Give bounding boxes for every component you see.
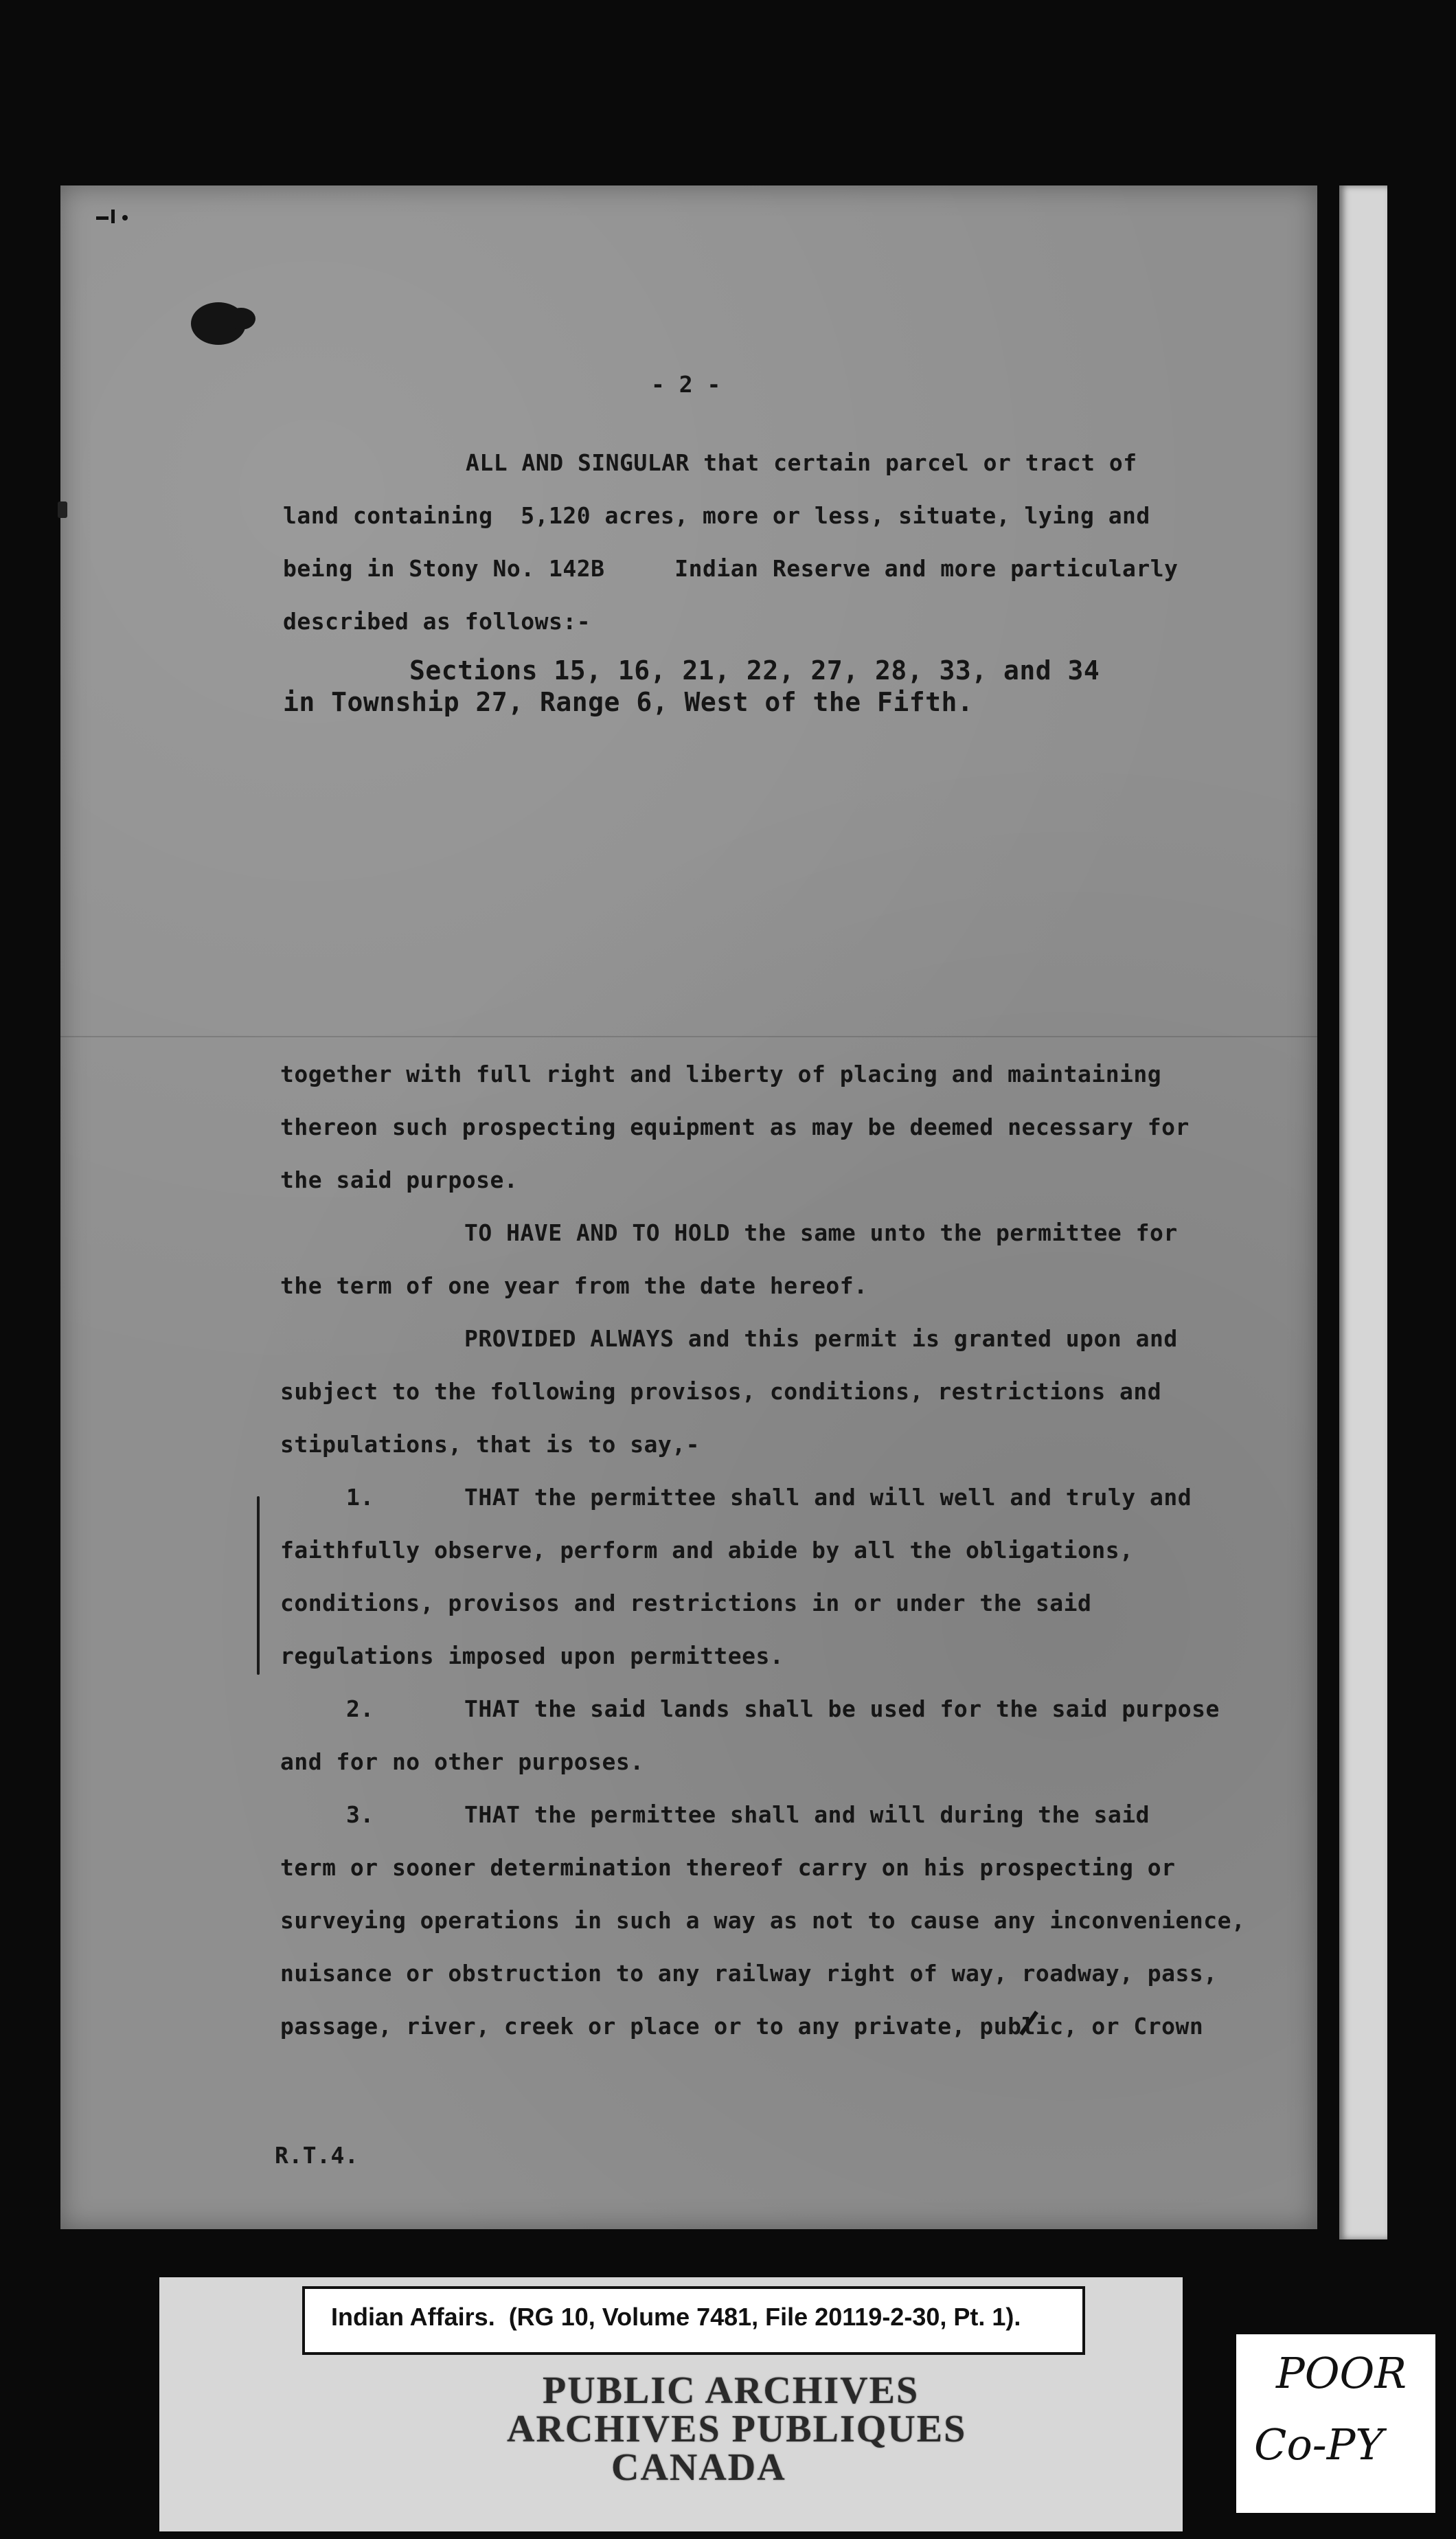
clause-number: 3. (346, 1801, 374, 1828)
text-line: subject to the following provisos, conditions, restrictions and (280, 1378, 1162, 1405)
text-line: land containing 5,120 acres, more or less, situate, lying and (283, 502, 1150, 529)
corner-mark (96, 210, 129, 225)
text-line: stipulations, that is to say,- (280, 1431, 701, 1458)
text-line: nuisance or obstruction to any railway right of way, roadway, pass, (280, 1960, 1218, 1987)
footer-code: R.T.4. (275, 2142, 359, 2169)
text-line: in Township 27, Range 6, West of the Fifth. (283, 687, 974, 717)
ink-blot (227, 308, 255, 330)
text-line: THAT the permittee shall and will during the said (464, 1801, 1150, 1828)
archive-stamp-line: ARCHIVES PUBLIQUES (507, 2408, 967, 2450)
text-line: conditions, provisos and restrictions in or under the said (280, 1590, 1092, 1616)
clause-number: 1. (346, 1484, 374, 1511)
archive-stamp-line: CANADA (611, 2446, 786, 2489)
text-line: ALL AND SINGULAR that certain parcel or tract of (466, 449, 1137, 476)
archive-stamp-line: PUBLIC ARCHIVES (543, 2369, 920, 2412)
text-line: being in Stony No. 142B Indian Reserve and more particularly (283, 555, 1179, 582)
text-line: and for no other purposes. (280, 1748, 644, 1775)
archive-reference-label: Indian Affairs. (RG 10, Volume 7481, File 20119-2-30, Pt. 1). (331, 2303, 1021, 2331)
text-line: faithfully observe, perform and abide by all the obligations, (280, 1537, 1134, 1564)
margin-mark (58, 501, 67, 518)
text-line: thereon such prospecting equipment as may be deemed necessary for (280, 1114, 1190, 1140)
text-line: regulations imposed upon permittees. (280, 1643, 784, 1669)
text-line: passage, river, creek or place or to any private, public, or Crown (280, 2013, 1204, 2040)
margin-bracket-line (257, 1496, 260, 1675)
handwritten-note: Co-PY (1254, 2419, 1384, 2470)
handwritten-note: POOR (1276, 2348, 1407, 2398)
text-line: TO HAVE AND TO HOLD the same unto the permittee for (464, 1219, 1178, 1246)
clause-number: 2. (346, 1695, 374, 1722)
text-line: together with full right and liberty of placing and maintaining (280, 1061, 1162, 1087)
text-line: THAT the said lands shall be used for the said purpose (464, 1695, 1220, 1722)
text-line: the said purpose. (280, 1166, 519, 1193)
text-line: described as follows:- (283, 608, 591, 635)
text-line: Sections 15, 16, 21, 22, 27, 28, 33, and 34 (409, 655, 1100, 686)
text-line: THAT the permittee shall and will well and truly and (464, 1484, 1192, 1511)
text-line: term or sooner determination thereof carry on his prospecting or (280, 1854, 1176, 1881)
page-number: - 2 - (651, 371, 721, 398)
page-fold-line (60, 1036, 1317, 1037)
text-line: surveying operations in such a way as not to cause any inconvenience, (280, 1907, 1246, 1934)
text-line: the term of one year from the date hereof. (280, 1272, 868, 1299)
page-edge (1339, 185, 1387, 2239)
text-line: PROVIDED ALWAYS and this permit is granted upon and (464, 1325, 1178, 1352)
